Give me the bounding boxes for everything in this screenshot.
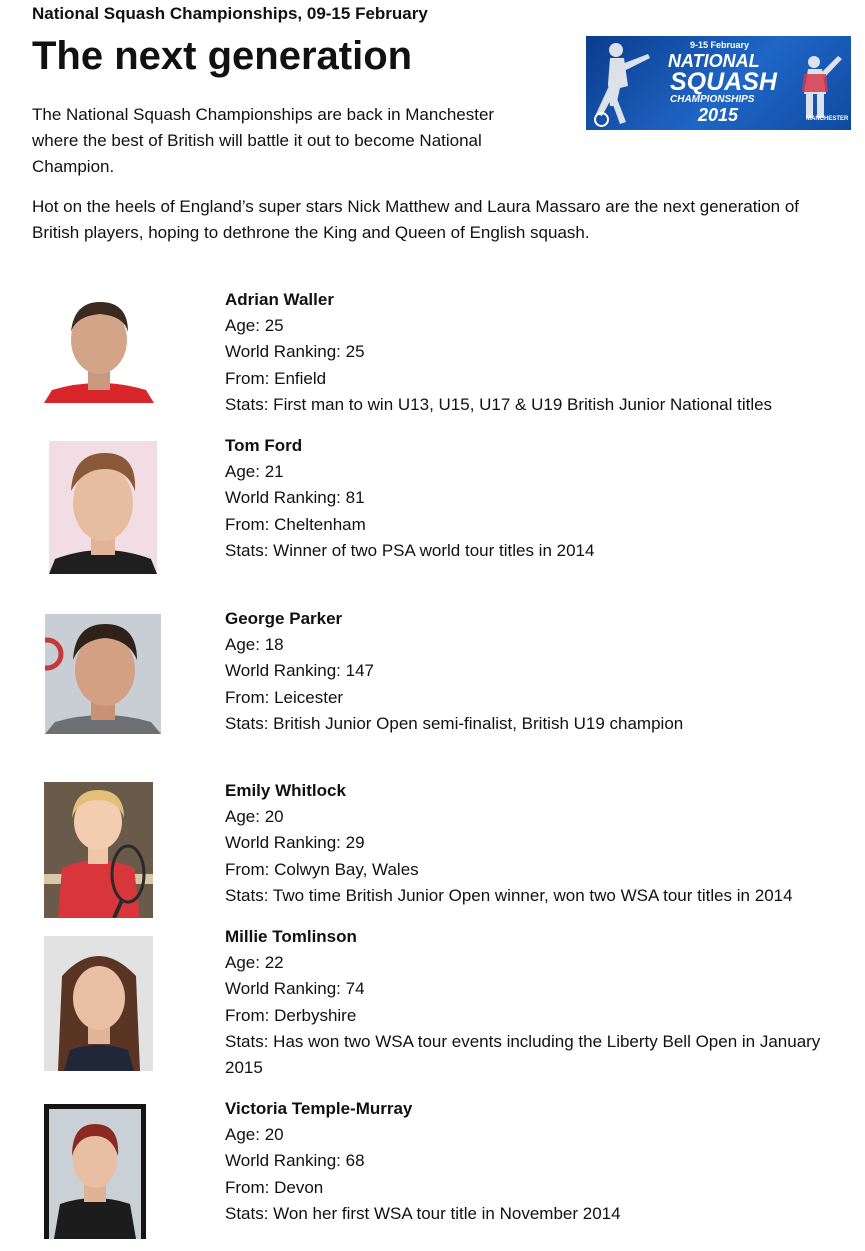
banner-year: 2015 (698, 105, 739, 125)
player-age: Age: 20 (225, 1125, 284, 1145)
player-stats: Stats: Has won two WSA tour events including the Liberty Bell Open in January 2015 (225, 1031, 821, 1078)
player-name: Millie Tomlinson (225, 927, 357, 946)
player-info-tom-ford (225, 433, 850, 564)
player-age: Age: 25 (225, 316, 284, 336)
player-photo-emily-whitlock (44, 782, 153, 918)
event-line: National Squash Championships, 09-15 February (32, 4, 428, 23)
player-ranking: World Ranking: 68 (225, 1151, 365, 1171)
player-from: From: Enfield (225, 368, 327, 388)
organiser-logo-icon (594, 112, 609, 127)
player-ranking: World Ranking: 25 (225, 342, 365, 362)
player-stats: Stats: Winner of two PSA world tour titles in 2014 (225, 540, 595, 560)
portrait-illustration (45, 614, 161, 734)
player-info-millie-tomlinson (225, 924, 850, 1081)
player-name: George Parker (225, 609, 343, 628)
player-from: From: Derbyshire (225, 1005, 357, 1025)
player-age: Age: 20 (225, 807, 284, 827)
player-info-emily-whitlock (225, 778, 850, 909)
portrait-illustration (49, 441, 157, 574)
player-photo-tom-ford (49, 441, 157, 574)
player-age: Age: 22 (225, 953, 284, 973)
banner-title-line1: NATIONAL (668, 51, 760, 71)
player-stats: Stats: Two time British Junior Open winner, won two WSA tour titles in 2014 (225, 885, 793, 905)
portrait-illustration (44, 936, 153, 1071)
player-name: Emily Whitlock (225, 781, 346, 800)
lead-paragraph: Hot on the heels of England’s super stars Nick Matthew and Laura Massaro are the next generation of British players, hoping to dethrone the King and Queen of English squash. (32, 197, 800, 242)
player-from: From: Cheltenham (225, 514, 366, 534)
player-ranking: World Ranking: 74 (225, 979, 365, 999)
player-from: From: Devon (225, 1177, 324, 1197)
championship-banner (586, 36, 851, 130)
intro-paragraph: The National Squash Championships are back in Manchester where the best of British will battle it out to become National Champion. (32, 105, 495, 176)
player-from: From: Leicester (225, 687, 344, 707)
player-photo-victoria-temple-murray (44, 1104, 146, 1239)
player-info-adrian-waller (225, 287, 850, 418)
player-photo-george-parker (45, 614, 161, 734)
player-from: From: Colwyn Bay, Wales (225, 859, 419, 879)
portrait-illustration (44, 296, 154, 403)
banner-title-line2: SQUASH (670, 68, 777, 96)
banner-dates: 9-15 February (690, 40, 750, 50)
player-name: Adrian Waller (225, 290, 334, 309)
player-name: Victoria Temple-Murray (225, 1099, 413, 1118)
player-stats: Stats: First man to win U13, U15, U17 & U19 British Junior National titles (225, 394, 773, 414)
player-name: Tom Ford (225, 436, 303, 455)
portrait-illustration (44, 782, 153, 918)
banner-title-line3: CHAMPIONSHIPS (670, 94, 755, 105)
player-ranking: World Ranking: 81 (225, 488, 365, 508)
player-photo-adrian-waller (44, 296, 154, 403)
player-age: Age: 21 (225, 462, 284, 482)
player-ranking: World Ranking: 29 (225, 833, 365, 853)
player-info-victoria-temple-murray (225, 1096, 850, 1227)
player-ranking: World Ranking: 147 (225, 661, 374, 681)
player-photo-millie-tomlinson (44, 936, 153, 1071)
player-info-george-parker (225, 606, 850, 737)
player-stats: Stats: Won her first WSA tour title in November 2014 (225, 1203, 621, 1223)
page-title: The next generation (32, 34, 413, 78)
banner-city: MANCHESTER (806, 116, 849, 122)
player-stats: Stats: British Junior Open semi-finalist, British U19 champion (225, 713, 684, 733)
player-age: Age: 18 (225, 635, 284, 655)
portrait-illustration (44, 1104, 146, 1239)
